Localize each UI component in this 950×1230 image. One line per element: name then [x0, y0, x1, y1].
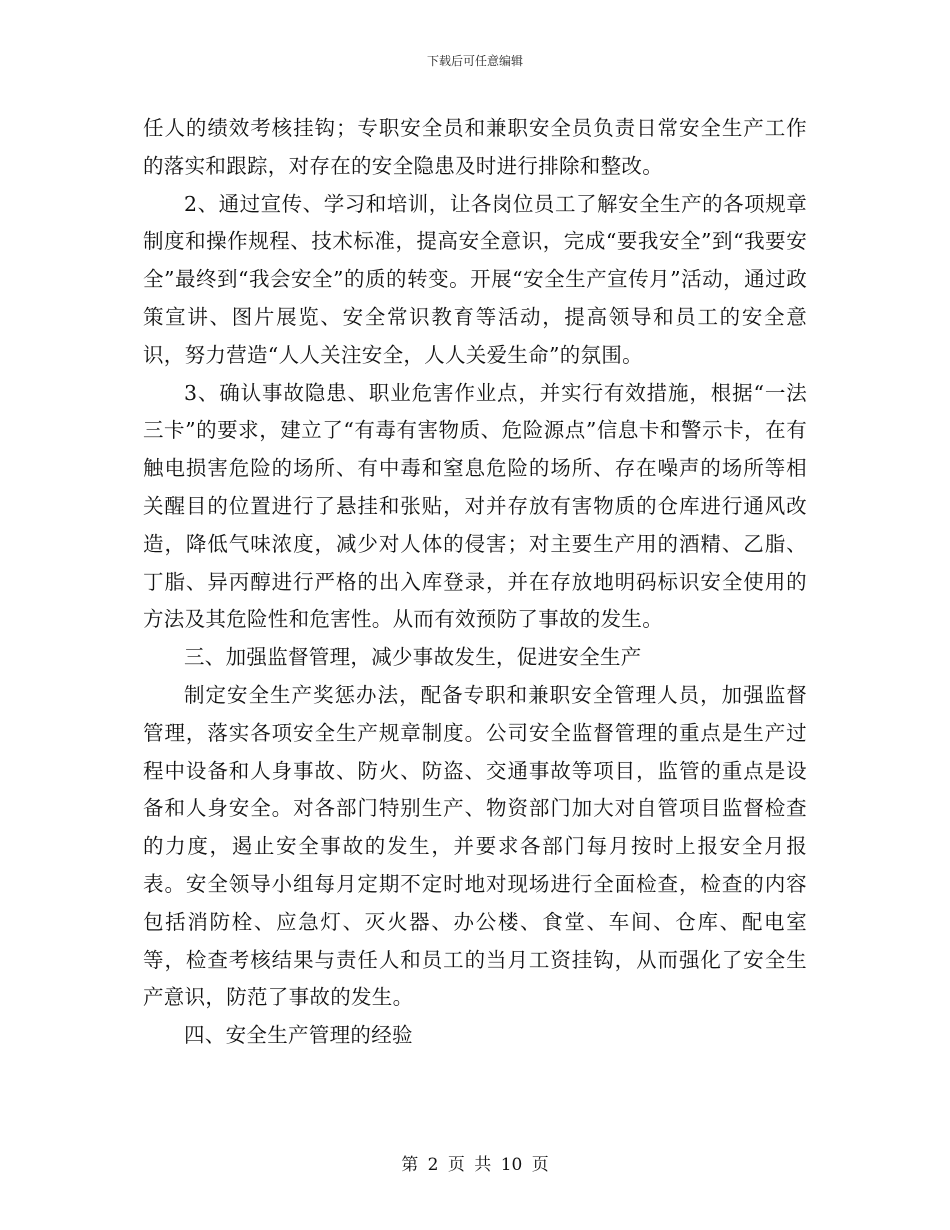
paragraph-item-3: 3、确认事故隐患、职业危害作业点，并实行有效措施，根据“一法三卡”的要求，建立了“有毒有害物质、危险源点”信息卡和警示卡，在有触电损害危险的场所、有中毒和窒息危险的场所、存在噪声的场所等相关醒目的位置进行了悬挂和张贴，对并存放有害物质的仓库进行通风改造，降低气味浓度，减少对人体的侵害；对主要生产用的酒精、乙脂、丁脂、异丙醇进行严格的出入库登录，并在存放地明码标识安全使用的方法及其危险性和危害性。从而有效预防了事故的发生。	[143, 380, 807, 632]
document-body	[143, 110, 807, 1055]
page-header: 下载后可任意编辑	[426, 54, 523, 68]
paragraph-supervision: 制定安全生产奖惩办法，配备专职和兼职安全管理人员，加强监督管理，落实各项安全生产规章制度。公司安全监督管理的重点是生产过程中设备和人身事故、防火、防盗、交通事故等项目，监管的重点是设备和人身安全。对各部门特别生产、物资部门加大对自管项目监督检查的力度，遏止安全事故的发生，并要求各部门每月按时上报安全月报表。安全领导小组每月定期不定时地对现场进行全面检查，检查的内容包括消防栓、应急灯、灭火器、办公楼、食堂、车间、仓库、配电室等，检查考核结果与责任人和员工的当月工资挂钩，从而强化了安全生产意识，防范了事故的发生。	[143, 682, 807, 1010]
paragraph-item-2: 2、通过宣传、学习和培训，让各岗位员工了解安全生产的各项规章制度和操作规程、技术标准，提高安全意识，完成“要我安全”到“我要安全”最终到“我会安全”的质的转变。开展“安全生产宣传月”活动，通过政策宣讲、图片展览、安全常识教育等活动，提高领导和员工的安全意识，努力营造“人人关注安全，人人关爱生命”的氛围。	[143, 191, 807, 367]
section-heading-4: 四、安全生产管理的经验	[184, 1023, 413, 1048]
page-footer: 第 2 页 共 10 页	[401, 1155, 549, 1175]
section-heading-3: 三、加强监督管理，减少事故发生，促进安全生产	[184, 645, 642, 670]
paragraph-continuation: 任人的绩效考核挂钩；专职安全员和兼职安全员负责日常安全生产工作的落实和跟踪，对存在的安全隐患及时进行排除和整改。	[143, 116, 807, 178]
